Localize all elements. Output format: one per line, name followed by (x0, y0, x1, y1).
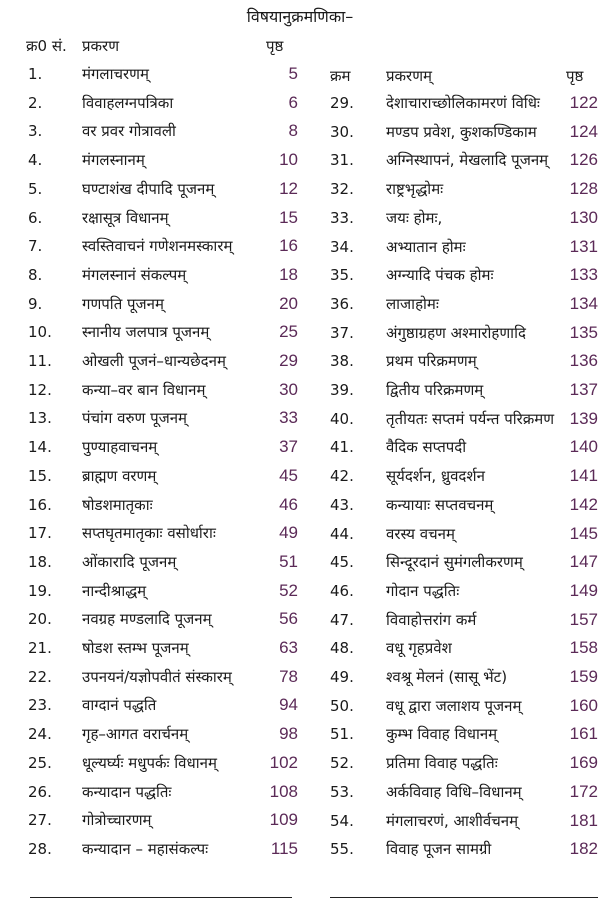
entry-topic: विवाह पूजन सामग्री (386, 840, 492, 859)
entry-number: 46. (330, 581, 354, 600)
toc-entry (0, 290, 600, 318)
entry-topic: मंगलाचरणं, आशीर्वचनम् (386, 811, 519, 830)
entry-page-number: 122 (569, 93, 598, 112)
entry-page-number: 56 (279, 609, 298, 629)
entry-number: 2. (28, 93, 43, 112)
entry-page-number: 140 (569, 437, 598, 457)
entry-number: 24. (28, 725, 52, 744)
entry-topic: वधू गृहप्रवेश (386, 639, 452, 658)
right-header-topic: प्रकरणम् (386, 67, 433, 85)
entry-number: 13. (28, 409, 52, 428)
entry-topic: कन्यायाः सप्तवचनम् (386, 495, 494, 514)
entry-page-number: 20 (279, 293, 298, 313)
toc-entry (0, 118, 600, 146)
entry-number: 40. (330, 409, 354, 428)
entry-page-number: 172 (569, 781, 598, 801)
entry-topic: वर प्रवर गोत्रावली (82, 122, 176, 141)
entry-number: 31. (330, 151, 354, 170)
toc-entry (0, 634, 600, 662)
entry-number: 39. (330, 381, 354, 399)
entry-topic: अंगुष्ठाग्रहण अश्मारोहणादि (386, 323, 526, 342)
entry-page-number: 136 (569, 351, 598, 371)
entry-number: 18. (28, 552, 52, 571)
toc-entry (0, 692, 600, 720)
entry-topic: द्वितीय परिक्रमणम् (386, 381, 484, 399)
entry-number: 32. (330, 180, 354, 199)
entry-page-number: 25 (279, 322, 298, 342)
entry-number: 51. (330, 725, 354, 744)
entry-number: 6. (28, 208, 43, 227)
entry-topic: ओंकारादि पूजनम् (82, 552, 177, 571)
entry-topic: मंगलस्नानं संकल्पम् (82, 265, 187, 284)
entry-page-number: 124 (569, 121, 598, 141)
entry-page-number: 161 (569, 724, 598, 744)
entry-number: 30. (330, 122, 354, 141)
entry-number: 38. (330, 352, 354, 371)
entry-topic: कन्या–वर बान विधानम् (82, 380, 206, 399)
entry-number: 37. (330, 323, 354, 342)
entry-number: 7. (28, 237, 43, 256)
page-title: विषयानुक्रमणिका– (246, 7, 354, 26)
entry-number: 34. (330, 237, 354, 256)
entry-page-number: 134 (569, 293, 598, 313)
entry-page-number: 133 (569, 265, 598, 285)
entry-number: 4. (28, 151, 43, 170)
entry-topic: देशाचाराच्छोलिकामरणं विधिः (386, 94, 540, 112)
entry-page-number: 145 (569, 523, 598, 543)
entry-topic: तृतीयतः सप्तमं पर्यन्त परिक्रमण (386, 409, 555, 428)
entry-topic: लाजाहोमः (386, 294, 439, 313)
entry-page-number: 126 (569, 150, 598, 170)
entry-topic: षोडश स्तम्भ पूजनम् (82, 639, 189, 657)
entry-page-number: 16 (279, 236, 298, 256)
entry-page-number: 49 (279, 523, 298, 543)
entry-page-number: 182 (569, 839, 598, 859)
toc-entry (0, 204, 600, 232)
entry-page-number: 139 (569, 408, 598, 428)
left-header-num: क्र0 सं. (26, 37, 67, 55)
entry-page-number: 15 (279, 207, 298, 227)
entry-topic: सप्तघृतमातृकाः वसोर्धाराः (82, 524, 216, 543)
entry-number: 45. (330, 553, 354, 572)
entry-page-number: 98 (279, 724, 298, 744)
entry-number: 22. (28, 667, 52, 686)
entry-number: 47. (330, 610, 354, 629)
left-header-topic: प्रकरण (82, 37, 120, 55)
entry-number: 1. (28, 65, 43, 83)
entry-topic: विवाहोत्तरांग कर्म (386, 610, 477, 629)
entry-page-number: 135 (569, 322, 598, 342)
toc-entry (0, 233, 600, 261)
entry-number: 42. (330, 467, 354, 486)
toc-entry (0, 807, 600, 835)
entry-page-number: 12 (279, 178, 298, 198)
toc-entry (0, 577, 600, 605)
entry-number: 29. (330, 94, 354, 112)
entry-page-number: 109 (269, 810, 298, 830)
entry-topic: पंचांग वरुण पूजनम् (82, 409, 188, 428)
toc-entry (0, 146, 600, 174)
entry-topic: कुम्भ विवाह विधानम् (386, 725, 498, 744)
entry-topic: अभ्यातान होमः (386, 237, 466, 256)
entry-number: 41. (330, 438, 354, 457)
entry-page-number: 94 (279, 695, 298, 715)
entry-topic: वधू द्वारा जलाशय पूजनम् (386, 696, 522, 715)
right-header-num: क्रम (330, 67, 351, 85)
entry-page-number: 181 (569, 810, 598, 830)
entry-topic: वाग्दानं पद्धति (82, 696, 157, 715)
entry-number: 19. (28, 581, 52, 600)
toc-entry (0, 778, 600, 806)
toc-entry (0, 89, 600, 117)
entry-page-number: 130 (569, 207, 598, 227)
entry-topic: गणपति पूजनम् (82, 294, 164, 313)
entry-page-number: 78 (279, 666, 298, 686)
entry-number: 11. (28, 352, 52, 370)
entry-page-number: 63 (279, 638, 298, 657)
toc-entry (0, 319, 600, 347)
entry-page-number: 131 (569, 236, 598, 256)
entry-number: 3. (28, 122, 43, 141)
toc-entry (0, 548, 600, 576)
entry-page-number: 18 (279, 264, 298, 284)
entry-topic: कन्यादान पद्धतिः (82, 782, 172, 801)
entry-topic: मंगलस्नानम् (82, 151, 145, 170)
entry-number: 26. (28, 782, 52, 801)
toc-entry (0, 433, 600, 461)
entry-page-number: 10 (279, 150, 298, 170)
toc-entry (0, 491, 600, 519)
entry-page-number: 46 (279, 494, 298, 514)
entry-topic: गृह–आगत वरार्चनम् (82, 725, 189, 744)
toc-entry (0, 376, 600, 404)
toc-entry (0, 347, 600, 375)
entry-topic: धूल्यर्घ्यः मधुपर्कः विधानम् (82, 753, 217, 772)
entry-page-number: 6 (288, 92, 298, 112)
entry-number: 54. (330, 811, 354, 830)
entry-topic: अग्न्यादि पंचक होमः (386, 266, 494, 285)
entry-page-number: 141 (569, 466, 598, 486)
entry-page-number: 102 (269, 752, 298, 772)
entry-topic: प्रथम परिक्रमणम् (386, 352, 477, 371)
entry-number: 12. (28, 380, 52, 399)
entry-topic: स्वस्तिवाचनं गणेशनमस्कारम् (82, 237, 233, 256)
entry-number: 21. (28, 639, 52, 657)
entry-topic: ओखली पूजनं–धान्यछेदनम् (82, 352, 226, 370)
toc-entry (0, 606, 600, 634)
entry-topic: नान्दीश्राद्धम् (82, 581, 147, 600)
entry-number: 9. (28, 294, 43, 313)
entry-page-number: 45 (279, 465, 298, 485)
toc-entry (0, 261, 600, 289)
entry-topic: राष्ट्रभृद्धोमः (386, 180, 444, 199)
footer-rule-right (330, 897, 598, 898)
entry-page-number: 115 (270, 838, 298, 858)
toc-entry (0, 520, 600, 548)
entry-number: 44. (330, 524, 354, 543)
entry-number: 15. (28, 466, 52, 485)
left-header-page: पृष्ठ (266, 37, 284, 55)
entry-topic: ब्राह्मण वरणम् (82, 466, 157, 485)
entry-number: 43. (330, 495, 354, 514)
entry-topic: वरस्य वचनम् (386, 524, 455, 543)
entry-topic: अर्कविवाह विधि–विधानम् (386, 782, 522, 801)
entry-number: 8. (28, 265, 43, 284)
entry-number: 5. (28, 179, 43, 198)
entry-topic: स्नानीय जलपात्र पूजनम् (82, 323, 210, 342)
entry-number: 10. (28, 323, 52, 342)
entry-page-number: 5 (288, 64, 298, 83)
entry-number: 17. (28, 524, 52, 543)
entry-number: 25. (28, 753, 52, 772)
entry-topic: प्रतिमा विवाह पद्धतिः (386, 754, 498, 773)
entry-topic: रक्षासूत्र विधानम् (82, 208, 169, 227)
entry-number: 16. (28, 495, 52, 514)
toc-entry (0, 462, 600, 490)
entry-number: 55. (330, 840, 354, 859)
entry-topic: सूर्यदर्शन, ध्रुवदर्शन (386, 467, 485, 486)
entry-page-number: 30 (279, 379, 298, 399)
footer-rule-left (30, 897, 292, 898)
entry-page-number: 158 (569, 638, 598, 658)
entry-page-number: 169 (569, 753, 598, 773)
entry-number: 50. (330, 696, 354, 715)
entry-page-number: 33 (279, 408, 298, 428)
entry-number: 33. (330, 208, 354, 227)
entry-page-number: 29 (279, 351, 298, 370)
entry-topic: पुण्याहवाचनम् (82, 438, 158, 457)
entry-topic: विवाहलग्नपत्रिका (82, 93, 174, 112)
entry-page-number: 8 (288, 121, 298, 141)
entry-topic: जयः होमः, (386, 208, 443, 227)
entry-topic: नवग्रह मण्डलादि पूजनम् (82, 610, 212, 629)
entry-topic: मंगलाचरणम् (82, 65, 149, 83)
entry-page-number: 51 (279, 551, 298, 571)
entry-topic: गोदान पद्धतिः (386, 581, 460, 600)
entry-number: 27. (28, 811, 52, 830)
entry-number: 14. (28, 438, 52, 457)
entry-page-number: 142 (569, 494, 598, 514)
entry-page-number: 137 (569, 380, 598, 399)
entry-topic: कन्यादान – महासंकल्पः (82, 839, 209, 858)
entry-number: 23. (28, 696, 52, 715)
toc-entry (0, 60, 600, 88)
entry-topic: अग्निस्थापनं, मेखलादि पूजनम् (386, 151, 549, 170)
entry-topic: षोडशमातृकाः (82, 495, 153, 514)
entry-topic: वैदिक सप्तपदी (386, 438, 467, 457)
entry-number: 35. (330, 266, 354, 285)
entry-number: 48. (330, 639, 354, 658)
entry-page-number: 160 (569, 695, 598, 715)
entry-topic: घण्टाशंख दीपादि पूजनम् (82, 179, 215, 198)
entry-page-number: 108 (269, 781, 298, 801)
entry-page-number: 159 (569, 667, 598, 686)
right-header-page: पृष्ठ (566, 67, 584, 85)
entry-topic: उपनयनं/यज्ञोपवीतं संस्कारम् (82, 667, 232, 686)
entry-page-number: 52 (279, 580, 298, 600)
entry-number: 28. (28, 839, 52, 858)
entry-number: 53. (330, 782, 354, 801)
entry-page-number: 147 (569, 552, 598, 572)
toc-entry (0, 663, 600, 691)
toc-entry (0, 749, 600, 777)
toc-entry (0, 835, 600, 863)
entry-topic: गोत्रोच्चारणम् (82, 811, 152, 830)
entry-number: 49. (330, 668, 354, 686)
entry-number: 36. (330, 294, 354, 313)
toc-entry (0, 405, 600, 433)
entry-topic: श्वश्रू मेलनं (सासू भेंट) (386, 668, 508, 686)
entry-page-number: 128 (569, 179, 598, 199)
entry-page-number: 149 (569, 580, 598, 600)
toc-entry (0, 175, 600, 203)
entry-page-number: 37 (279, 437, 298, 457)
entry-topic: सिन्दूरदानं सुमंगलीकरणम् (386, 553, 523, 572)
entry-number: 20. (28, 610, 52, 629)
entry-number: 52. (330, 754, 354, 773)
entry-page-number: 157 (569, 609, 598, 629)
entry-topic: मण्डप प्रवेश, कुशकण्डिकाम (386, 122, 537, 141)
toc-entry (0, 720, 600, 748)
